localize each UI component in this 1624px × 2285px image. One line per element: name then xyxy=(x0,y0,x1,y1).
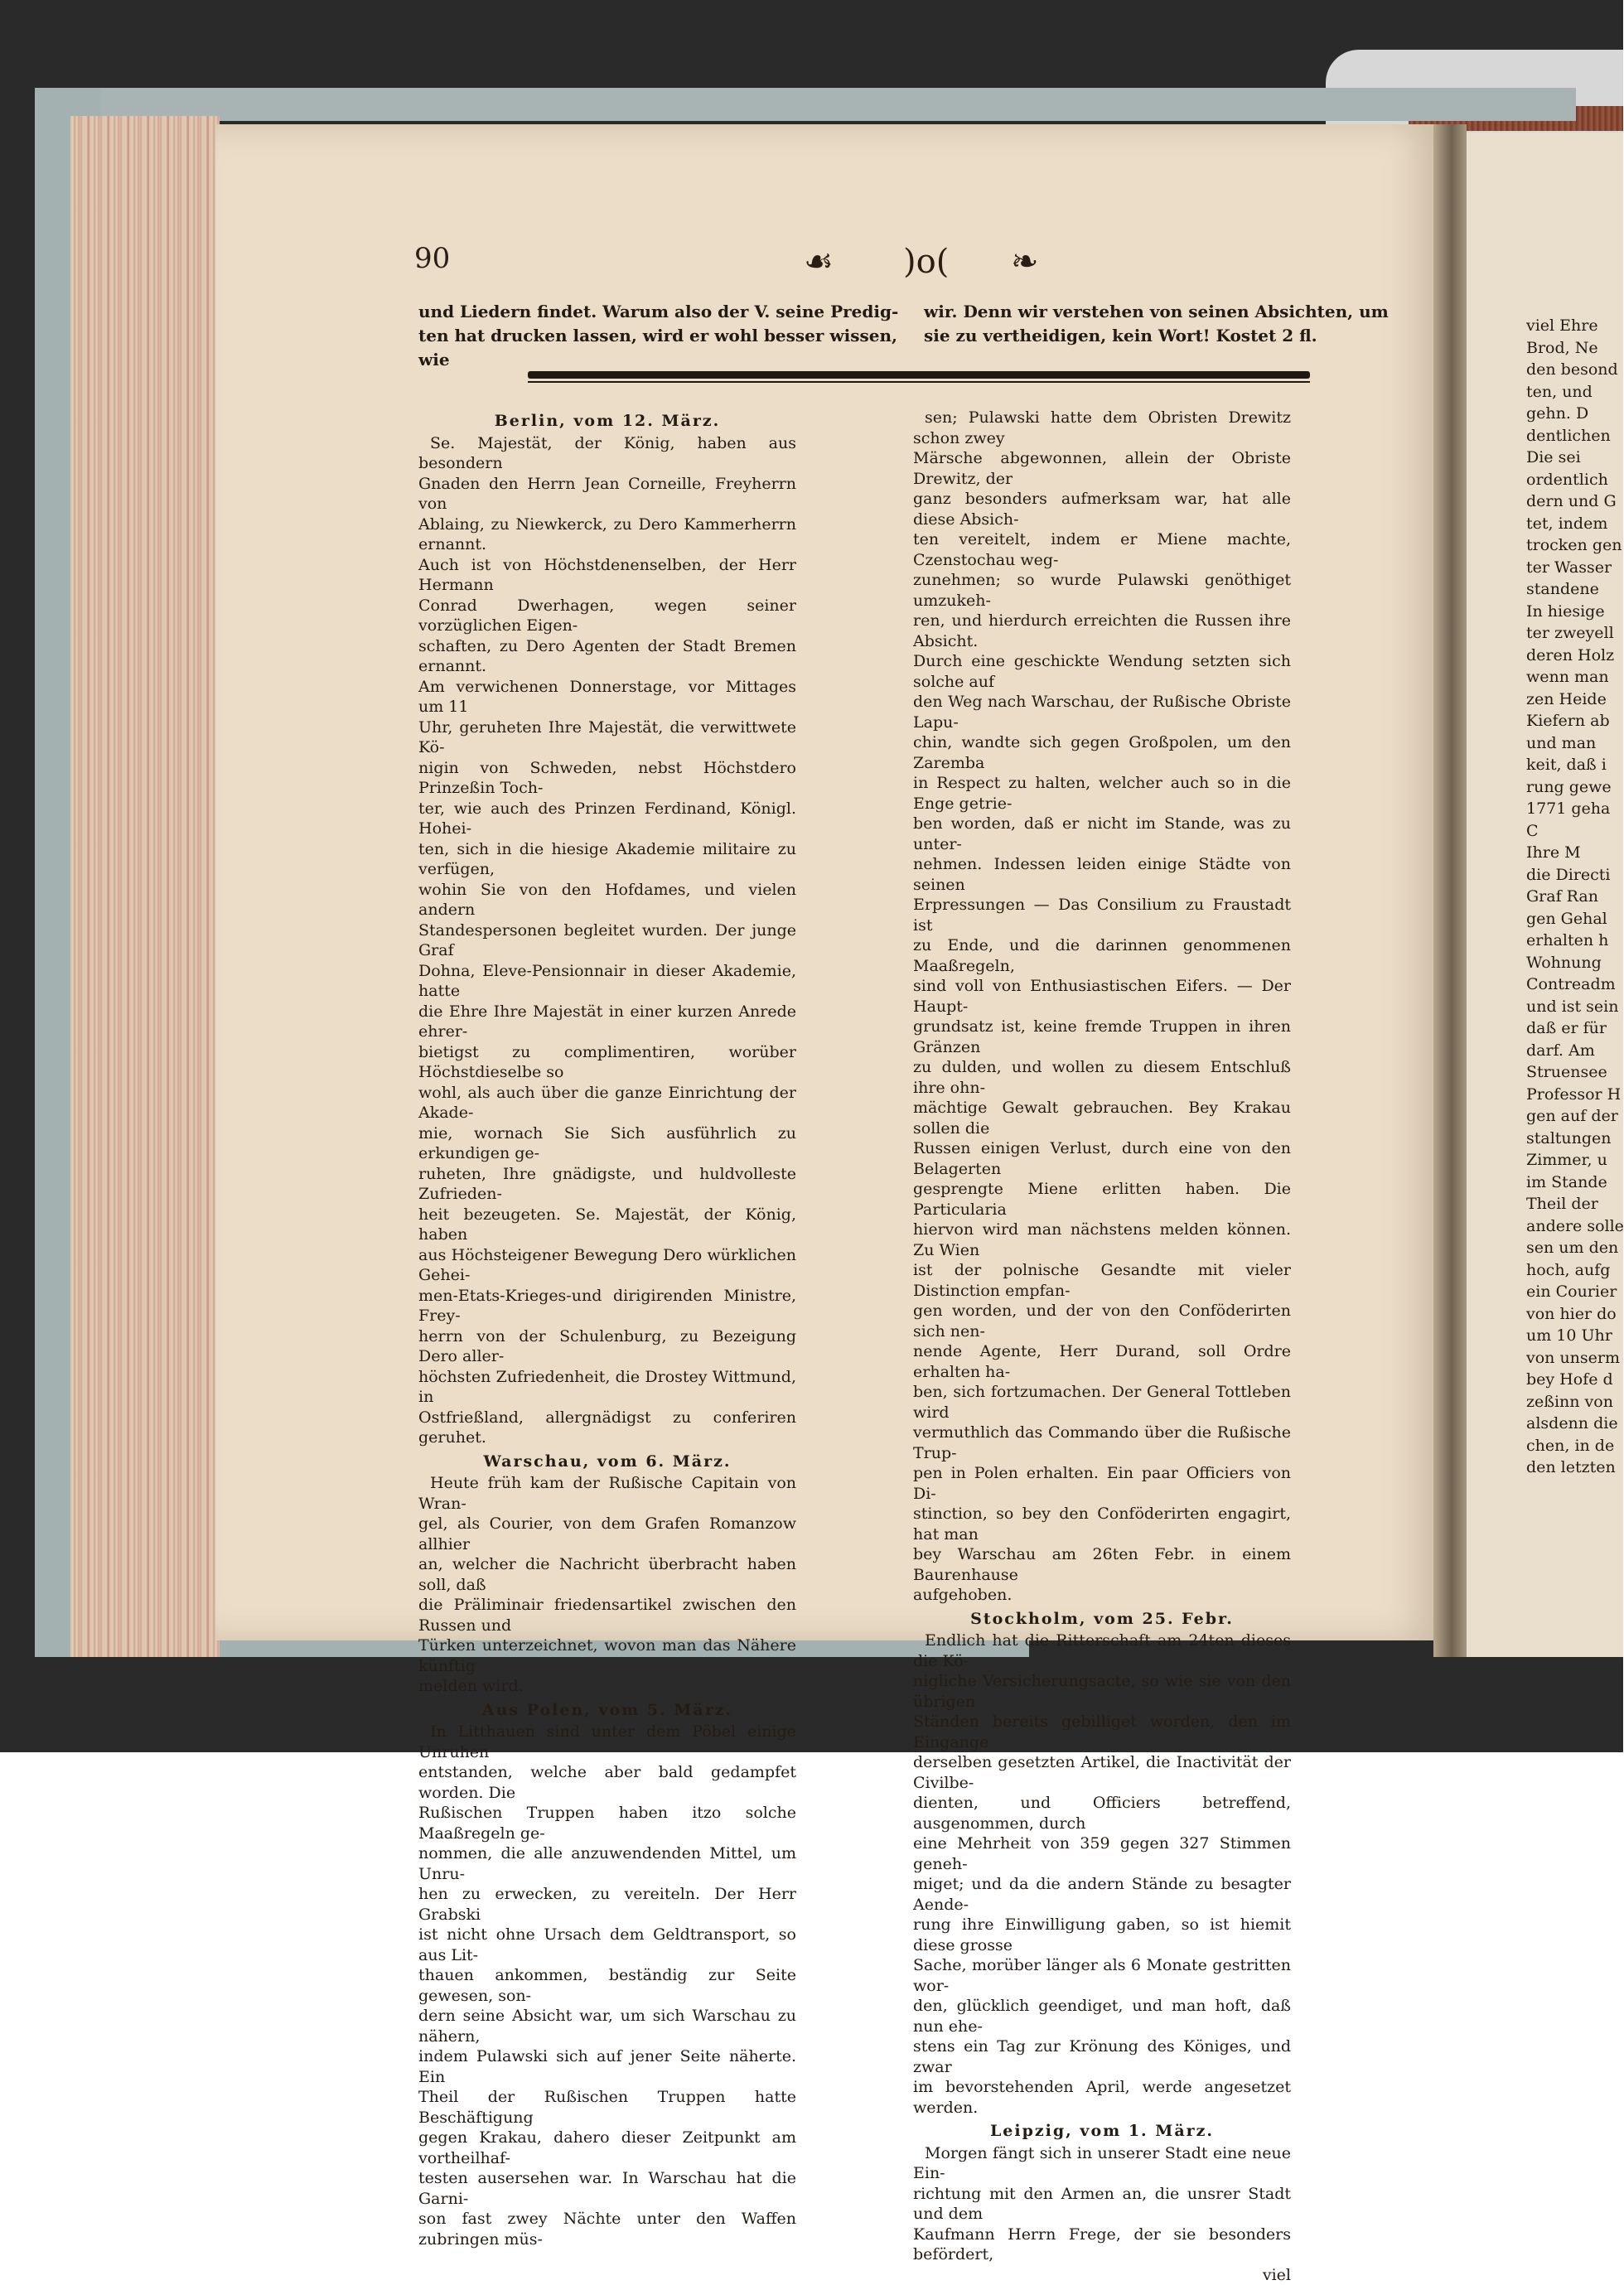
text-line: Ablaing, zu Niewkerck, zu Dero Kammerherrn ernannt. xyxy=(418,514,796,555)
text-line: Ständen bereits gebilliget worden, den im Eingange xyxy=(913,1712,1291,1752)
article-heading: Leipzig, vom 1. März. xyxy=(913,2121,1291,2142)
text-line: stens ein Tag zur Krönung des Königes, und zwar xyxy=(913,2036,1291,2077)
text-line: In Litthauen sind unter dem Pöbel einige Unruhen xyxy=(418,1722,796,1762)
facing-text-line: andere solle xyxy=(1526,1215,1623,1238)
text-line: indem Pulawski sich auf jener Seite näherte. Ein xyxy=(418,2046,796,2087)
text-line: wohl, als auch über die ganze Einrichtung der Akade- xyxy=(418,1083,796,1123)
facing-text-line: Brod, Ne xyxy=(1526,337,1623,360)
facing-text-line: im Stande xyxy=(1526,1171,1623,1194)
article-heading: Berlin, vom 12. März. xyxy=(418,411,796,432)
facing-text-line: ter Wasser xyxy=(1526,557,1623,579)
text-line: grundsatz ist, keine fremde Truppen in ihren Gränzen xyxy=(913,1017,1291,1057)
facing-text-line: ordentlich xyxy=(1526,469,1623,491)
facing-text-line: chen, in de xyxy=(1526,1435,1623,1457)
text-line: dern seine Absicht war, um sich Warschau zu nähern, xyxy=(418,2006,796,2046)
text-line: hiervon wird man nächstens melden können. Zu Wien xyxy=(913,1220,1291,1260)
facing-text-line: darf. Am xyxy=(1526,1040,1623,1062)
text-line: Am verwichenen Donnerstage, vor Mittages um 11 xyxy=(418,677,796,717)
text-line: nommen, die alle anzuwendenden Mittel, um Unru- xyxy=(418,1843,796,1884)
facing-text-line: die Directi xyxy=(1526,864,1623,886)
text-line: wohin Sie von den Hofdames, und vielen andern xyxy=(418,880,796,920)
text-line: höchsten Zufriedenheit, die Drostey Wittmund, in xyxy=(418,1367,796,1408)
text-line: Heute früh kam der Rußische Capitain von Wran- xyxy=(418,1473,796,1514)
text-line: die Präliminair friedensartikel zwischen den Russen und xyxy=(418,1595,796,1635)
text-line: zu Ende, und die darinnen genommenen Maaßregeln, xyxy=(913,935,1291,976)
text-line: vermuthlich das Commando über die Rußische Trup- xyxy=(913,1423,1291,1463)
facing-text-line: ten, und xyxy=(1526,381,1623,403)
text-line: Standespersonen begleitet wurden. Der junge Graf xyxy=(418,920,796,961)
text-line: ganz besonders aufmerksam war, hat alle diese Absich- xyxy=(913,489,1291,529)
facing-text-line: viel Ehre xyxy=(1526,315,1623,337)
facing-text-line: Wohnung xyxy=(1526,952,1623,974)
text-line: men-Etats-Krieges-und dirigirenden Ministre, Frey- xyxy=(418,1286,796,1326)
text-line: eine Mehrheit von 359 gegen 327 Stimmen geneh- xyxy=(913,1833,1291,1874)
intro-right-line: sie zu vertheidigen, kein Wort! Kostet 2 fl. xyxy=(924,324,1421,348)
text-line: Russen einigen Verlust, durch eine von den Belagerten xyxy=(913,1138,1291,1179)
text-line: Ostfrießland, allergnädigst zu conferiren geruhet. xyxy=(418,1408,796,1448)
intro-right xyxy=(924,300,1421,348)
text-line: Durch eine geschickte Wendung setzten sich solche auf xyxy=(913,651,1291,692)
text-line: Morgen fängt sich in unserer Stadt eine neue Ein- xyxy=(913,2143,1291,2184)
facing-text-line: daß er für xyxy=(1526,1017,1623,1040)
section-rule-thin xyxy=(528,381,1310,383)
left-column xyxy=(418,408,796,2249)
intro-right-line: wir. Denn wir verstehen von seinen Absichten, um xyxy=(924,300,1421,324)
text-line: derselben gesetzten Artikel, die Inactivität der Civilbe- xyxy=(913,1752,1291,1793)
text-line: sen; Pulawski hatte dem Obristen Drewitz schon zwey xyxy=(913,408,1291,448)
facing-text-line: Professor H xyxy=(1526,1084,1623,1106)
section-rule xyxy=(528,371,1310,379)
text-line: ben worden, daß er nicht im Stande, was zu unter- xyxy=(913,814,1291,854)
text-line: Gnaden den Herrn Jean Corneille, Freyherrn von xyxy=(418,474,796,514)
text-line: ist nicht ohne Ursach dem Geldtransport, so aus Lit- xyxy=(418,1925,796,1965)
facing-text-line: Ihre M xyxy=(1526,842,1623,864)
text-line: herrn von der Schulenburg, zu Bezeigung Dero aller- xyxy=(418,1326,796,1367)
facing-text-line: wenn man xyxy=(1526,666,1623,688)
text-line: thauen ankommen, beständig zur Seite gewesen, son- xyxy=(418,1965,796,2006)
facing-text-line: Contreadm xyxy=(1526,973,1623,996)
facing-text-line: In hiesige xyxy=(1526,601,1623,623)
facing-text-line: Struensee xyxy=(1526,1061,1623,1084)
facing-text-line: Die sei xyxy=(1526,447,1623,469)
text-line: an, welcher die Nachricht überbracht haben soll, daß xyxy=(418,1554,796,1595)
text-line: nende Agente, Herr Durand, soll Ordre erhalten ha- xyxy=(913,1341,1291,1382)
facing-text-line: Kiefern ab xyxy=(1526,710,1623,732)
text-line: aufgehoben. xyxy=(913,1585,1291,1606)
article-heading: Warschau, vom 6. März. xyxy=(418,1452,796,1472)
book-gutter xyxy=(1433,124,1467,1657)
text-line: gel, als Courier, von dem Grafen Romanzow allhier xyxy=(418,1514,796,1554)
text-line: heit bezeugeten. Se. Majestät, der König, haben xyxy=(418,1205,796,1245)
facing-text-line: alsdenn die xyxy=(1526,1413,1623,1435)
text-line: Erpressungen — Das Consilium zu Fraustadt ist xyxy=(913,895,1291,935)
facing-text-line: dern und G xyxy=(1526,490,1623,513)
facing-text-line: Zimmer, u xyxy=(1526,1149,1623,1171)
facing-text-line: und man xyxy=(1526,732,1623,755)
page-number: 90 xyxy=(414,242,450,275)
text-line: gegen Krakau, dahero dieser Zeitpunkt am vortheilhaf- xyxy=(418,2128,796,2168)
facing-text-line: gehn. D xyxy=(1526,403,1623,425)
text-line: mächtige Gewalt gebrauchen. Bey Krakau sollen die xyxy=(913,1098,1291,1138)
intro-left-line: und Liedern findet. Warum also der V. seine Predig- xyxy=(418,300,903,324)
facing-text-line: von hier do xyxy=(1526,1303,1623,1326)
text-line: dienten, und Officiers betreffend, ausgenommen, durch xyxy=(913,1793,1291,1833)
facing-text-line: C xyxy=(1526,820,1623,843)
text-line: nigin von Schweden, nebst Höchstdero Prinzeßin Toch- xyxy=(418,758,796,799)
text-line: den Weg nach Warschau, der Rußische Obriste Lapu- xyxy=(913,692,1291,732)
text-line: sind voll von Enthusiastischen Eifers. — Der Haupt- xyxy=(913,976,1291,1017)
text-line: nigliche Versicherungsacte, so wie sie von den übrigen xyxy=(913,1671,1291,1712)
text-line: Rußischen Truppen haben itzo solche Maaßregeln ge- xyxy=(418,1803,796,1843)
text-line: melden wird. xyxy=(418,1676,796,1697)
article-heading: Stockholm, vom 25. Febr. xyxy=(913,1609,1291,1630)
text-line: son fast zwey Nächte unter den Waffen zubringen müs- xyxy=(418,2209,796,2249)
text-line: Sache, morüber länger als 6 Monate gestritten wor- xyxy=(913,1955,1291,1996)
text-line: ter, wie auch des Prinzen Ferdinand, Königl. Hohei- xyxy=(418,799,796,839)
catchword: viel xyxy=(913,2265,1291,2285)
book-cover-board xyxy=(35,88,1576,121)
facing-text-line: zeßinn von xyxy=(1526,1391,1623,1413)
text-line: schaften, zu Dero Agenten der Stadt Bremen ernannt. xyxy=(418,636,796,677)
ornament-right-icon: ❧ xyxy=(1011,245,1039,278)
text-line: pen in Polen erhalten. Ein paar Officiers von Di- xyxy=(913,1463,1291,1504)
facing-text-line: gen Gehal xyxy=(1526,908,1623,930)
article-heading: Aus Polen, vom 5. März. xyxy=(418,1700,796,1721)
facing-text-line: hoch, aufg xyxy=(1526,1259,1623,1282)
facing-text-line: keit, daß i xyxy=(1526,754,1623,776)
facing-text-line: sen um den xyxy=(1526,1237,1623,1259)
text-line: Märsche abgewonnen, allein der Obriste Drewitz, der xyxy=(913,448,1291,489)
facing-text-line: ein Courier xyxy=(1526,1281,1623,1303)
intro-left-line: ten hat drucken lassen, wird er wohl besser wissen, wie xyxy=(418,324,903,372)
text-line: testen ausersehen war. In Warschau hat die Garni- xyxy=(418,2168,796,2209)
intro-left xyxy=(418,300,903,372)
text-line: chin, wandte sich gegen Großpolen, um den Zaremba xyxy=(913,732,1291,773)
facing-text-line: zen Heide xyxy=(1526,688,1623,711)
text-line: richtung mit den Armen an, die unsrer Stadt und dem xyxy=(913,2184,1291,2225)
text-line: ten, sich in die hiesige Akademie militaire zu verfügen, xyxy=(418,839,796,880)
text-line: Kaufmann Herrn Frege, der sie besonders befördert, xyxy=(913,2225,1291,2265)
facing-text-line: den letzten xyxy=(1526,1457,1623,1479)
facing-text-line: dentlichen xyxy=(1526,425,1623,447)
text-line: gen worden, und der von den Conföderirten sich nen- xyxy=(913,1301,1291,1341)
text-line: Se. Majestät, der König, haben aus besondern xyxy=(418,433,796,474)
text-line: mie, wornach Sie Sich ausführlich zu erkundigen ge- xyxy=(418,1123,796,1164)
facing-text-line: erhalten h xyxy=(1526,930,1623,952)
text-line: bietigst zu complimentiren, worüber Höchstdieselbe so xyxy=(418,1042,796,1083)
text-line: miget; und da die andern Stände zu besagter Aende- xyxy=(913,1874,1291,1915)
text-line: ren, und hierdurch erreichten die Russen ihre Absicht. xyxy=(913,611,1291,651)
text-line: den, glücklich geendiget, und man hoft, daß nun ehe- xyxy=(913,1996,1291,2036)
facing-text-line: 1771 geha xyxy=(1526,798,1623,820)
text-line: gesprengte Miene erlitten haben. Die Particularia xyxy=(913,1179,1291,1220)
facing-text-line: um 10 Uhr xyxy=(1526,1325,1623,1347)
text-line: ruheten, Ihre gnädigste, und huldvolleste Zufrieden- xyxy=(418,1164,796,1205)
text-line: ten vereitelt, indem er Miene machte, Czenstochau weg- xyxy=(913,529,1291,570)
facing-text-line: und ist sein xyxy=(1526,996,1623,1018)
facing-text-line: staltungen xyxy=(1526,1128,1623,1150)
text-line: Endlich hat die Ritterschaft am 24ten dieses die Kö- xyxy=(913,1630,1291,1671)
facing-text-line: den besond xyxy=(1526,359,1623,381)
text-line: zunehmen; so wurde Pulawski genöthiget umzukeh- xyxy=(913,570,1291,611)
text-line: Uhr, geruheten Ihre Majestät, die verwittwete Kö- xyxy=(418,717,796,758)
facing-text-line: Theil der xyxy=(1526,1193,1623,1215)
text-line: stinction, so bey den Conföderirten engagirt, hat man xyxy=(913,1504,1291,1544)
facing-text-line: gen auf der xyxy=(1526,1105,1623,1128)
text-line: Theil der Rußischen Truppen hatte Beschäftigung xyxy=(418,2087,796,2128)
text-line: zu dulden, und wollen zu diesem Entschluß ihre ohn- xyxy=(913,1057,1291,1098)
facing-page-text xyxy=(1526,315,1623,1479)
text-line: Türken unterzeichnet, wovon man das Nähere künftig xyxy=(418,1635,796,1676)
text-line: bey Warschau am 26ten Febr. in einem Baurenhause xyxy=(913,1544,1291,1585)
ornament-left-icon: ☙ xyxy=(804,245,834,278)
text-line: ist der polnische Gesandte mit vieler Distinction empfan- xyxy=(913,1260,1291,1301)
text-line: aus Höchsteigener Bewegung Dero würklichen Gehei- xyxy=(418,1245,796,1286)
facing-text-line: tet, indem xyxy=(1526,513,1623,535)
facing-text-line: deren Holz xyxy=(1526,645,1623,667)
text-line: entstanden, welche aber bald gedampfet worden. Die xyxy=(418,1762,796,1803)
facing-text-line: von unserm xyxy=(1526,1347,1623,1370)
facing-text-line: ter zweyell xyxy=(1526,622,1623,645)
ornament-center-icon: )o( xyxy=(903,245,949,278)
text-line: Dohna, Eleve-Pensionnair in dieser Akademie, hatte xyxy=(418,961,796,1002)
text-line: ben, sich fortzumachen. Der General Tottleben wird xyxy=(913,1382,1291,1423)
text-line: in Respect zu halten, welcher auch so in die Enge getrie- xyxy=(913,773,1291,814)
text-line: nehmen. Indessen leiden einige Städte von seinen xyxy=(913,854,1291,895)
text-line: rung ihre Einwilligung gaben, so ist hiemit diese grosse xyxy=(913,1915,1291,1955)
facing-text-line: rung gewe xyxy=(1526,776,1623,799)
text-line: Conrad Dwerhagen, wegen seiner vorzüglichen Eigen- xyxy=(418,596,796,636)
text-line: Auch ist von Höchstdenenselben, der Herr Hermann xyxy=(418,555,796,596)
text-line: hen zu erwecken, zu vereiteln. Der Herr Grabski xyxy=(418,1884,796,1925)
facing-text-line: trocken gen xyxy=(1526,534,1623,557)
right-column xyxy=(913,408,1291,2285)
text-line: im bevorstehenden April, werde angesetzet werden. xyxy=(913,2077,1291,2118)
page-edges xyxy=(70,116,220,1657)
facing-text-line: Graf Ran xyxy=(1526,886,1623,908)
facing-text-line: standene xyxy=(1526,578,1623,601)
facing-text-line: bey Hofe d xyxy=(1526,1369,1623,1391)
text-line: die Ehre Ihre Majestät in einer kurzen Anrede ehrer- xyxy=(418,1002,796,1042)
